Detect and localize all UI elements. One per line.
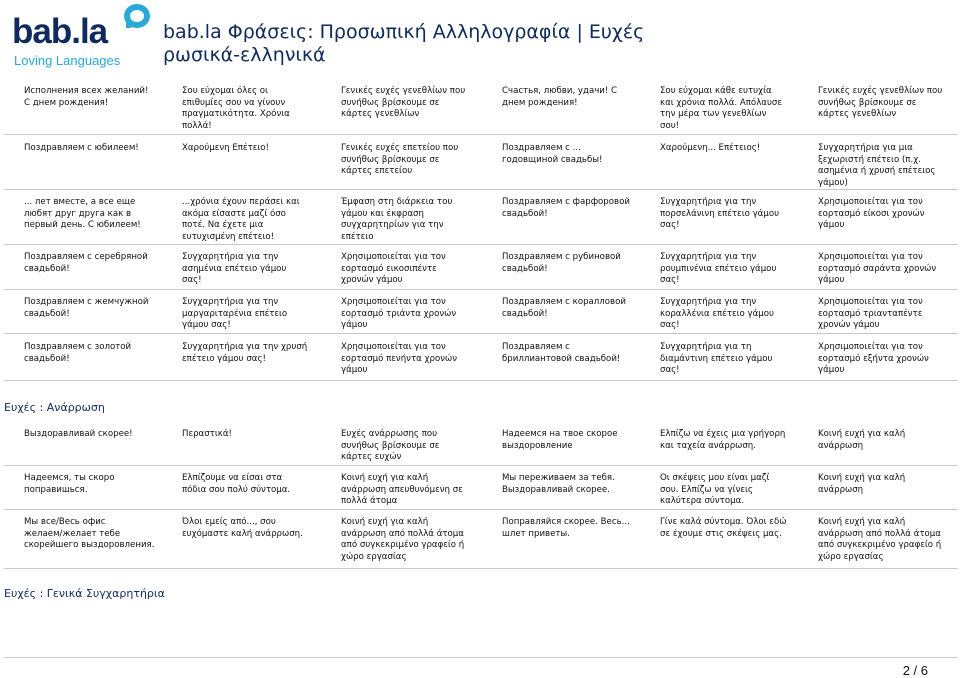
table-cell: Ελπίζουμε να είσαι στα πόδια σου πολύ σύντομα. [182,473,291,495]
row-divider [4,289,958,290]
table-cell: Γίνε καλά σύντομα. Όλοι εδώ σε έχουμε στις σκέψεις μας. [660,517,787,539]
table-cell: Χαρούμενη... Επέτειος! [660,143,761,153]
table-cell: Поздравляем с бриллиантовой свадьбой! [502,342,621,364]
row-divider [4,189,958,190]
table-cell: Счастья, любви, удачи! С днем рождения! [502,86,618,108]
footer-divider [4,657,958,658]
row-divider [4,568,958,569]
table-cell: Κοινή ευχή για καλή ανάρρωση από πολλά άτομα από συγκεκριμένο γραφείο ή χώρο εργασίας [818,517,942,562]
table-cell: Ευχές ανάρρωσης που συνήθως βρίσκουμε σε κάρτες ευχών [341,429,440,463]
table-cell: Κοινή ευχή για καλή ανάρρωση από πολλά άτομα από συγκεκριμένο γραφείο ή χώρο εργασίας [341,517,465,562]
table-cell: Мы переживаем за тебя. Выздоравливай скорее. [502,473,615,495]
table-cell: ... лет вместе, а все еще любят друг друга как в первый день. С юбилеем! [24,197,141,231]
table-cell: Κοινή ευχή για καλή ανάρρωση [818,473,906,495]
table-cell: Χρησιμοποιείται για τον εορτασμό τριανταπέντε χρονών γάμου [818,297,923,331]
table-cell: Συγχαρητήρια για την ασημένια επέτειο γάμου σας! [182,252,287,286]
table-cell: Χρησιμοποιείται για τον εορτασμό τριάντα χρονών γάμου [341,297,457,331]
table-cell: Συγχαρητήρια για την χρυσή επέτειο γάμου σας! [182,342,308,364]
row-divider [4,134,958,135]
table-cell: Κοινή ευχή για καλή ανάρρωση [818,429,906,451]
page-number: 2 / 6 [902,663,928,678]
table-cell: Надеемся, ты скоро поправишься. [24,473,115,495]
table-cell: Χρησιμοποιείται για τον εορτασμό είκοσι χρονών γάμου [818,197,925,231]
table-cell: Γενικές ευχές γενεθλίων που συνήθως βρίσκουμε σε κάρτες γενεθλίων [341,86,466,120]
table-cell: Χρησιμοποιείται για τον εορτασμό εικοσιπέντε χρονών γάμου [341,252,446,286]
row-divider [4,333,958,334]
table-cell: Όλοι εμείς από..., σου ευχόμαστε καλή ανάρρωση. [182,517,303,539]
speech-bubble-tail-icon [126,22,132,28]
table-cell: Συγχαρητήρια για τη διαμάντινη επέτειο γάμου σας! [660,342,773,376]
table-cell: Συγχαρητήρια για την μαργαριταρένια επέτειο γάμου σας! [182,297,288,331]
table-cell: Σου εύχομαι κάθε ευτυχία και χρόνια πολλά. Απόλαυσε την μέρα των γενεθλίων σου! [660,86,783,131]
table-cell: Κοινή ευχή για καλή ανάρρωση απευθυνόμενη σε πολλά άτομα [341,473,463,507]
page-title: bab.la Φράσεις: Προσωπική Αλληλογραφία | Ευχές ρωσικά-ελληνικά [163,21,645,66]
table-cell: Поздравляем с жемчужной свадьбой! [24,297,149,319]
table-cell: Поздравляем с коралловой свадьбой! [502,297,626,319]
table-cell: Поправляйся скорее. Весь... шлет приветы. [502,517,630,539]
section-heading-congratulations: Ευχές : Γενικά Συγχαρητήρια [4,587,165,600]
table-cell: Поздравляем с ... годовщиной свадьбы! [502,143,603,165]
table-cell: Ελπίζω να έχεις μια γρήγορη και ταχεία ανάρρωση. [660,429,786,451]
table-cell: Исполнения всех желаний! С днем рождения! [24,86,149,108]
table-cell: Χαρούμενη Επέτειο! [182,143,270,153]
table-cell: Έμφαση στη διάρκεια του γάμου και έκφραση συγχαρητηρίων για την επέτειο [341,197,453,242]
row-divider [4,509,958,510]
row-divider [4,465,958,466]
table-cell: Поздравляем с фарфоровой свадьбой! [502,197,630,219]
table-cell: Σου εύχομαι όλες οι επιθυμίες σου να γίνουν πραγματικότητα. Χρόνια πολλά! [182,86,290,131]
table-cell: Поздравляем с юбилеем! [24,143,139,153]
table-cell: Συγχαρητήρια για την ρουμπινένια επέτειο γάμου σας! [660,252,777,286]
table-cell: Συγχαρητήρια για την κοραλλένια επέτειο γάμου σας! [660,297,774,331]
row-divider [4,380,958,381]
table-cell: Поздравляем с рубиновой свадьбой! [502,252,621,274]
table-cell: Поздравляем с золотой свадьбой! [24,342,132,364]
table-cell: Γενικές ευχές γενεθλίων που συνήθως βρίσκουμε σε κάρτες γενεθλίων [818,86,943,120]
table-cell: Выздоравливай скорее! [24,429,133,439]
table-cell: ...χρόνια έχουν περάσει και ακόμα είσαστε μαζί όσο ποτέ. Να έχετε μια ευτυχισμένη επέτειο! [182,197,300,242]
table-cell: Οι σκέψεις μου είναι μαζί σου. Ελπίζω να γίνεις καλύτερα σύντομα. [660,473,770,507]
table-cell: Мы все/Весь офис желаем/желает тебе скорейшего выздоровления. [24,517,155,551]
table-cell: Περαστικά! [182,429,232,439]
table-cell: Χρησιμοποιείται για τον εορτασμό εξήντα χρονών γάμου [818,342,929,376]
logo-wordmark: bab.la [12,12,108,51]
table-cell: Надеемся на твое скорое выздоровление [502,429,618,451]
table-cell: Поздравляем с серебряной свадьбой! [24,252,148,274]
logo-tagline: Loving Languages [14,53,121,68]
table-cell: Χρησιμοποιείται για τον εορτασμό σαράντα χρονών γάμου [818,252,937,286]
table-cell: Συγχαρητήρια για την πορσελάνινη επέτειο γάμου σας! [660,197,780,231]
row-divider [4,244,958,245]
table-cell: Συγχαρητήρια για μια ξεχωριστή επέτειο (π.χ. ασημένια ή χρυσή επέτειος γάμου) [818,143,936,188]
table-cell: Γενικές ευχές επετείου που συνήθως βρίσκουμε σε κάρτες επετείου [341,143,459,177]
babla-logo[interactable] [12,4,152,70]
section-heading-recovery: Ευχές : Ανάρρωση [4,401,105,414]
table-cell: Χρησιμοποιείται για τον εορτασμό πενήντα χρονών γάμου [341,342,458,376]
